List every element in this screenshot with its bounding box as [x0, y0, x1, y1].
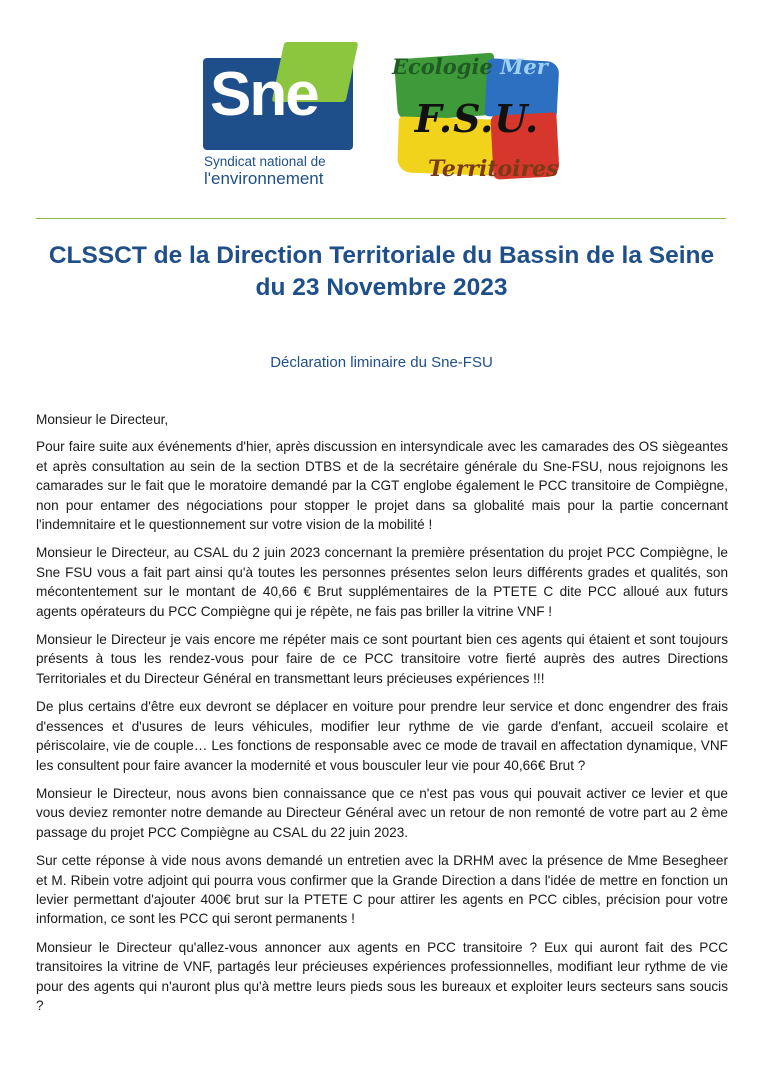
header-divider [36, 218, 726, 219]
paragraph: Monsieur le Directeur, au CSAL du 2 juin 2023 concernant la première présentation du projet PCC Compiègne, le Sne FSU vous a fait part ainsi qu'à toutes les personnes présentes selon leurs différents grades et qualités, son mécontentement sur le montant de 40,66 € Brut supplémentaires de la PTETE C dite PCC alloué aux futurs agents opérateurs du PCC Compiègne qui je répète, ne fais pas briller la vitrine VNF ! [36, 545, 728, 619]
header-logos [0, 40, 763, 200]
paragraph: Sur cette réponse à vide nous avons demandé un entretien avec la DRHM avec la présence de Mme Besegheer et M. Ribein votre adjoint qui pourra vous confirmer que la Grande Direction a dans l'idée de mettre en fonction un levier permettant d'ajouter 400€ brut sur la PTETE C pour attirer les agents en PCC cibles, précision pour votre information, ce sont les PCC qui seront permanents ! [36, 853, 728, 927]
fsu-logo-top-text [392, 54, 548, 79]
sne-logo-line1: Syndicat national de [204, 154, 326, 169]
paragraph: Monsieur le Directeur qu'allez-vous annoncer aux agents en PCC transitoire ? Eux qui auront fait des PCC transitoires la vitrine de VNF, partagés leur précieuses expériences professionnelles, modifiant leur rythme de vie pour des agents qui n'auront plus qu'à mettre leurs pieds sous les bureaux et exploiter leurs secteurs sans soucis ? [36, 939, 728, 1013]
paragraph: De plus certains d'être eux devront se déplacer en voiture pour prendre leur service et donc engendrer des frais d'essences et d'usures de leurs véhicules, modifier leur rythme de vie garde d'enfant, accueil scolaire et périscolaire, vie de couple… Les fonctions de responsable avec ce mode de travail en affectation dynamique, VNF les consultent pour faire avancer la modernité et vous bousculer leur vie pour 40,66€ Brut ? [36, 699, 728, 773]
document-title-line1: CLSSCT de la Direction Territoriale du Bassin de la Seine [48, 242, 715, 269]
document-subtitle: Déclaration liminaire du Sne-FSU [270, 354, 493, 371]
document-title-line2: du 23 Novembre 2023 [255, 274, 508, 301]
fsu-logo-territoires: Territoires [428, 156, 559, 182]
fsu-logo-ecologie: Ecologie [392, 54, 493, 79]
paragraph: Monsieur le Directeur, nous avons bien connaissance que ce n'est pas vous qui pouvait activer ce levier et que vous deviez remonter notre demande au Directeur Général avec un retour de non remonté de votre part au 2 ème passage du projet PCC Compiègne au CSAL du 22 juin 2023. [36, 785, 728, 840]
fsu-logo-mer: Mer [500, 54, 548, 79]
document-body [36, 410, 728, 1024]
salutation: Monsieur le Directeur, [36, 412, 169, 427]
fsu-logo [388, 50, 566, 200]
paragraph: Pour faire suite aux événements d'hier, après discussion en intersyndicale avec les camarades des OS siègeantes et après consultation au sein de la section DTBS et de la secrétaire générale du Sne-FSU, nous rejoignons les camarades sur le fait que le moratoire demandé par la CGT englobe également le PCC transitoire de Compiègne, non pour entamer des négociations pour stopper le projet dans sa globalité mais pour la partie concernant l'indemnitaire et le questionnement sur votre vision de la mobilité ! [36, 439, 728, 533]
document-title [0, 240, 763, 304]
sne-logo-mark: Sne [210, 60, 318, 129]
sne-logo-line2: l'environnement [204, 169, 324, 188]
fsu-logo-mark: F.S.U. [414, 96, 540, 141]
sne-logo [200, 40, 360, 195]
paragraph: Monsieur le Directeur je vais encore me répéter mais ce sont pourtant bien ces agents qui étaient et sont toujours présents à tous les rendez-vous pour faire de ce PCC transitoire votre fierté auprès des autres Directions Territoriales et du Directeur Général en transmettant leurs précieuses expériences !!! [36, 632, 728, 686]
sne-logo-subtitle [204, 153, 364, 187]
